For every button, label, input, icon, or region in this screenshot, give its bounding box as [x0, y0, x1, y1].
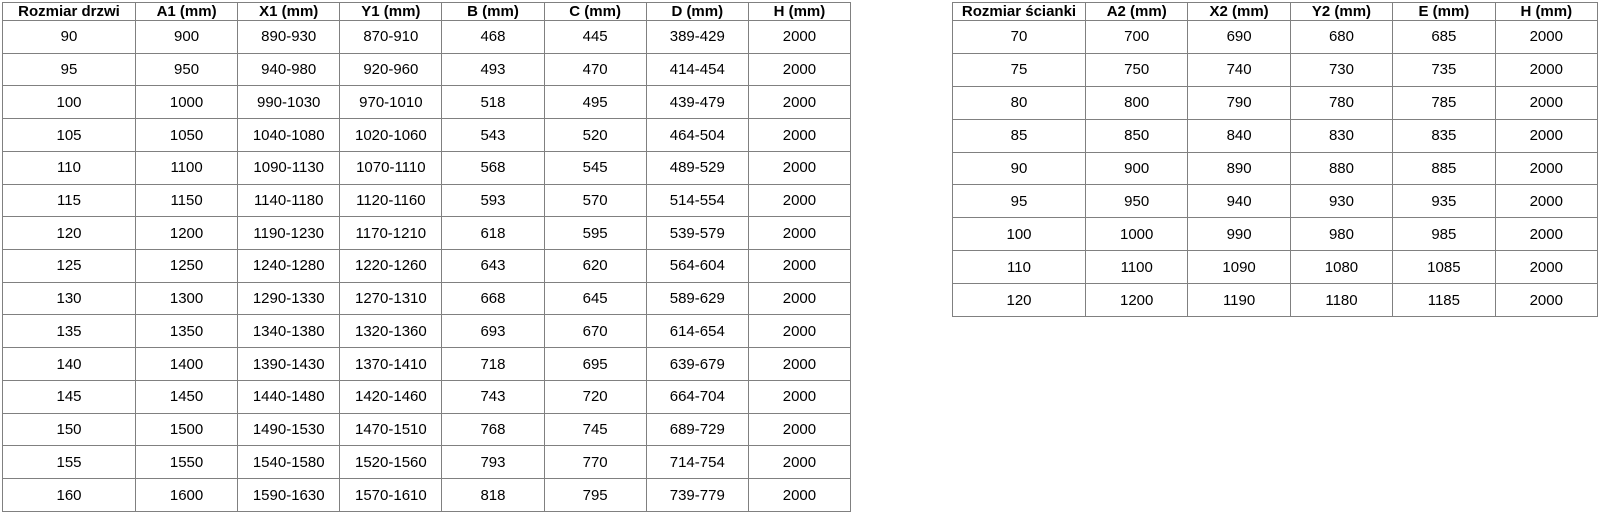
table-cell: 930 — [1290, 185, 1392, 218]
table-cell: 90 — [3, 21, 136, 54]
table-cell: 745 — [544, 413, 646, 446]
table-cell: 1000 — [136, 86, 238, 119]
table-cell: 2000 — [748, 282, 850, 315]
table-cell: 780 — [1290, 86, 1392, 119]
table-cell: 1090-1130 — [238, 151, 340, 184]
table-cell: 90 — [953, 152, 1086, 185]
table-cell: 693 — [442, 315, 544, 348]
table-cell: 1540-1580 — [238, 446, 340, 479]
table-cell: 690 — [1188, 21, 1290, 54]
table-cell: 668 — [442, 282, 544, 315]
table-cell: 2000 — [748, 479, 850, 512]
table-cell: 2000 — [748, 315, 850, 348]
table-cell: 160 — [3, 479, 136, 512]
table-cell: 700 — [1086, 21, 1188, 54]
table-cell: 1450 — [136, 380, 238, 413]
table-cell: 950 — [136, 53, 238, 86]
table-cell: 130 — [3, 282, 136, 315]
table-row — [953, 21, 1598, 54]
header-row — [953, 3, 1598, 21]
table-cell: 105 — [3, 119, 136, 152]
table-row — [953, 53, 1598, 86]
table-cell: 935 — [1393, 185, 1495, 218]
table-cell: 1090 — [1188, 251, 1290, 284]
table-cell: 1080 — [1290, 251, 1392, 284]
table-cell: 2000 — [1495, 53, 1597, 86]
table-cell: 768 — [442, 413, 544, 446]
table-row — [3, 413, 851, 446]
table-cell: 518 — [442, 86, 544, 119]
table-cell: 1100 — [1086, 251, 1188, 284]
table-cell: 720 — [544, 380, 646, 413]
table-cell: 795 — [544, 479, 646, 512]
table-cell: 620 — [544, 250, 646, 283]
table-cell: 870-910 — [340, 21, 442, 54]
table-row — [3, 348, 851, 381]
table-cell: 940-980 — [238, 53, 340, 86]
table-cell: 1240-1280 — [238, 250, 340, 283]
table-cell: 2000 — [748, 53, 850, 86]
column-header: X1 (mm) — [238, 3, 340, 21]
table-cell: 920-960 — [340, 53, 442, 86]
table-cell: 155 — [3, 446, 136, 479]
table-cell: 990 — [1188, 218, 1290, 251]
table-cell: 1180 — [1290, 284, 1392, 317]
table-cell: 120 — [953, 284, 1086, 317]
column-header: Rozmiar ścianki — [953, 3, 1086, 21]
table-cell: 890-930 — [238, 21, 340, 54]
table-cell: 1200 — [1086, 284, 1188, 317]
table-cell: 110 — [953, 251, 1086, 284]
table-cell: 543 — [442, 119, 544, 152]
table-cell: 2000 — [1495, 218, 1597, 251]
table-cell: 685 — [1393, 21, 1495, 54]
table-cell: 850 — [1086, 119, 1188, 152]
column-header: H (mm) — [748, 3, 850, 21]
table-cell: 2000 — [748, 413, 850, 446]
table-cell: 2000 — [748, 348, 850, 381]
table-row — [953, 218, 1598, 251]
column-header: Rozmiar drzwi — [3, 3, 136, 21]
column-header: E (mm) — [1393, 3, 1495, 21]
table-cell: 900 — [136, 21, 238, 54]
table-cell: 545 — [544, 151, 646, 184]
table-cell: 770 — [544, 446, 646, 479]
table-cell: 970-1010 — [340, 86, 442, 119]
table-cell: 1140-1180 — [238, 184, 340, 217]
column-header: A1 (mm) — [136, 3, 238, 21]
table-cell: 145 — [3, 380, 136, 413]
table-cell: 514-554 — [646, 184, 748, 217]
table-cell: 568 — [442, 151, 544, 184]
table-cell: 2000 — [748, 380, 850, 413]
table-cell: 1050 — [136, 119, 238, 152]
table-cell: 95 — [3, 53, 136, 86]
table-cell: 2000 — [1495, 284, 1597, 317]
table-row — [953, 185, 1598, 218]
table-cell: 150 — [3, 413, 136, 446]
table-cell: 495 — [544, 86, 646, 119]
table-cell: 739-779 — [646, 479, 748, 512]
table-cell: 1000 — [1086, 218, 1188, 251]
table-cell: 885 — [1393, 152, 1495, 185]
table-cell: 743 — [442, 380, 544, 413]
table-cell: 1570-1610 — [340, 479, 442, 512]
table-cell: 980 — [1290, 218, 1392, 251]
table-cell: 570 — [544, 184, 646, 217]
table-row — [953, 284, 1598, 317]
table-cell: 940 — [1188, 185, 1290, 218]
table-row — [953, 251, 1598, 284]
table-cell: 840 — [1188, 119, 1290, 152]
column-header: H (mm) — [1495, 3, 1597, 21]
table-row — [3, 86, 851, 119]
table-row — [3, 217, 851, 250]
table-cell: 1190-1230 — [238, 217, 340, 250]
table-cell: 100 — [953, 218, 1086, 251]
table-cell: 100 — [3, 86, 136, 119]
table-cell: 900 — [1086, 152, 1188, 185]
table-cell: 1490-1530 — [238, 413, 340, 446]
table-cell: 730 — [1290, 53, 1392, 86]
table-cell: 1200 — [136, 217, 238, 250]
table-row — [953, 152, 1598, 185]
table-cell: 1085 — [1393, 251, 1495, 284]
table-cell: 1470-1510 — [340, 413, 442, 446]
table-cell: 1150 — [136, 184, 238, 217]
column-header: X2 (mm) — [1188, 3, 1290, 21]
table-cell: 80 — [953, 86, 1086, 119]
table-cell: 714-754 — [646, 446, 748, 479]
table-cell: 464-504 — [646, 119, 748, 152]
table-cell: 735 — [1393, 53, 1495, 86]
table-row — [3, 184, 851, 217]
table-cell: 70 — [953, 21, 1086, 54]
table-cell: 589-629 — [646, 282, 748, 315]
table-cell: 140 — [3, 348, 136, 381]
table-cell: 818 — [442, 479, 544, 512]
table-cell: 800 — [1086, 86, 1188, 119]
table-cell: 2000 — [748, 250, 850, 283]
table-cell: 75 — [953, 53, 1086, 86]
table-cell: 1185 — [1393, 284, 1495, 317]
table-cell: 1220-1260 — [340, 250, 442, 283]
table-cell: 1100 — [136, 151, 238, 184]
table-cell: 470 — [544, 53, 646, 86]
table-cell: 1170-1210 — [340, 217, 442, 250]
table-cell: 1550 — [136, 446, 238, 479]
table-cell: 740 — [1188, 53, 1290, 86]
table-cell: 2000 — [748, 217, 850, 250]
column-header: Y2 (mm) — [1290, 3, 1392, 21]
table-cell: 2000 — [748, 21, 850, 54]
table-row — [953, 86, 1598, 119]
table-cell: 1270-1310 — [340, 282, 442, 315]
table-cell: 680 — [1290, 21, 1392, 54]
table-cell: 695 — [544, 348, 646, 381]
table-cell: 445 — [544, 21, 646, 54]
table-cell: 2000 — [1495, 86, 1597, 119]
table-cell: 689-729 — [646, 413, 748, 446]
table-cell: 389-429 — [646, 21, 748, 54]
table-row — [953, 119, 1598, 152]
table-cell: 1600 — [136, 479, 238, 512]
table-cell: 1420-1460 — [340, 380, 442, 413]
header-row — [3, 3, 851, 21]
table-row — [3, 315, 851, 348]
table-cell: 2000 — [748, 86, 850, 119]
table-cell: 835 — [1393, 119, 1495, 152]
table-cell: 135 — [3, 315, 136, 348]
table-row — [3, 250, 851, 283]
table-cell: 125 — [3, 250, 136, 283]
table-cell: 618 — [442, 217, 544, 250]
table-cell: 793 — [442, 446, 544, 479]
table-cell: 2000 — [748, 446, 850, 479]
wall-size-table — [952, 2, 1598, 317]
table-cell: 670 — [544, 315, 646, 348]
table-cell: 493 — [442, 53, 544, 86]
table-cell: 830 — [1290, 119, 1392, 152]
table-cell: 439-479 — [646, 86, 748, 119]
table-cell: 645 — [544, 282, 646, 315]
table-row — [3, 119, 851, 152]
table-cell: 1040-1080 — [238, 119, 340, 152]
table-cell: 1290-1330 — [238, 282, 340, 315]
table-cell: 1590-1630 — [238, 479, 340, 512]
table-cell: 614-654 — [646, 315, 748, 348]
table-cell: 2000 — [748, 184, 850, 217]
table-cell: 880 — [1290, 152, 1392, 185]
table-cell: 468 — [442, 21, 544, 54]
table-cell: 489-529 — [646, 151, 748, 184]
table-cell: 1190 — [1188, 284, 1290, 317]
table-cell: 790 — [1188, 86, 1290, 119]
table-row — [3, 282, 851, 315]
table-cell: 950 — [1086, 185, 1188, 218]
table-cell: 414-454 — [646, 53, 748, 86]
table-cell: 1250 — [136, 250, 238, 283]
table-cell: 1440-1480 — [238, 380, 340, 413]
column-header: A2 (mm) — [1086, 3, 1188, 21]
table-cell: 593 — [442, 184, 544, 217]
table-row — [3, 446, 851, 479]
table-cell: 2000 — [1495, 185, 1597, 218]
table-cell: 639-679 — [646, 348, 748, 381]
column-header: Y1 (mm) — [340, 3, 442, 21]
table-cell: 785 — [1393, 86, 1495, 119]
table-cell: 95 — [953, 185, 1086, 218]
table-cell: 2000 — [1495, 251, 1597, 284]
table-row — [3, 53, 851, 86]
table-cell: 1120-1160 — [340, 184, 442, 217]
table-cell: 1070-1110 — [340, 151, 442, 184]
door-size-table — [2, 2, 851, 512]
table-cell: 120 — [3, 217, 136, 250]
table-row — [3, 21, 851, 54]
table-cell: 1340-1380 — [238, 315, 340, 348]
table-cell: 718 — [442, 348, 544, 381]
table-cell: 1300 — [136, 282, 238, 315]
table-cell: 2000 — [748, 151, 850, 184]
table-row — [3, 151, 851, 184]
table-cell: 564-604 — [646, 250, 748, 283]
column-header: B (mm) — [442, 3, 544, 21]
table-cell: 2000 — [748, 119, 850, 152]
table-cell: 2000 — [1495, 152, 1597, 185]
table-cell: 990-1030 — [238, 86, 340, 119]
table-cell: 1320-1360 — [340, 315, 442, 348]
column-header: C (mm) — [544, 3, 646, 21]
table-cell: 1400 — [136, 348, 238, 381]
table-cell: 595 — [544, 217, 646, 250]
table-cell: 1500 — [136, 413, 238, 446]
table-cell: 115 — [3, 184, 136, 217]
table-cell: 664-704 — [646, 380, 748, 413]
table-cell: 520 — [544, 119, 646, 152]
column-header: D (mm) — [646, 3, 748, 21]
table-cell: 1370-1410 — [340, 348, 442, 381]
table-cell: 110 — [3, 151, 136, 184]
table-cell: 85 — [953, 119, 1086, 152]
table-cell: 985 — [1393, 218, 1495, 251]
table-cell: 1020-1060 — [340, 119, 442, 152]
table-cell: 2000 — [1495, 21, 1597, 54]
table-cell: 2000 — [1495, 119, 1597, 152]
table-cell: 890 — [1188, 152, 1290, 185]
table-cell: 1390-1430 — [238, 348, 340, 381]
table-cell: 1350 — [136, 315, 238, 348]
table-cell: 643 — [442, 250, 544, 283]
table-row — [3, 479, 851, 512]
table-cell: 1520-1560 — [340, 446, 442, 479]
table-cell: 539-579 — [646, 217, 748, 250]
table-row — [3, 380, 851, 413]
table-cell: 750 — [1086, 53, 1188, 86]
